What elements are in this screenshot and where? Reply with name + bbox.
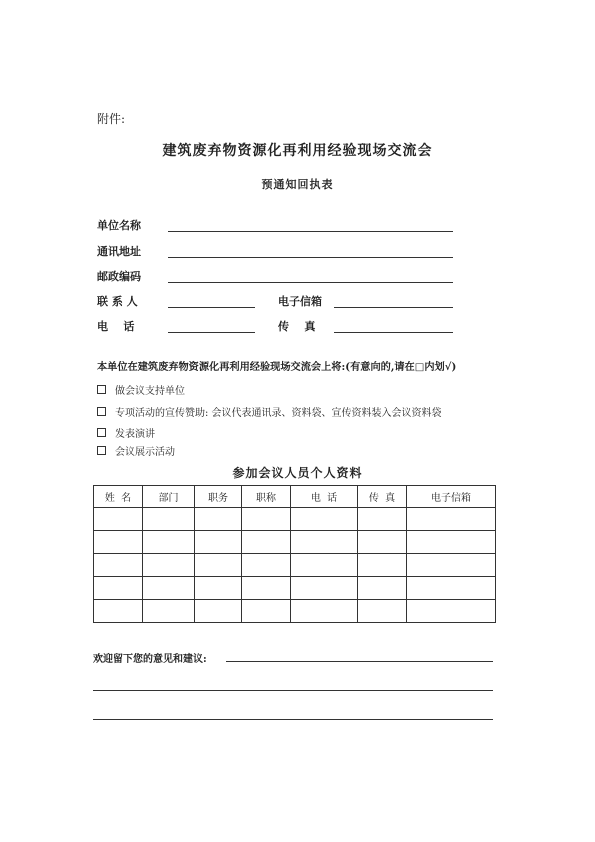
table-row (94, 577, 496, 600)
table-row (94, 600, 496, 623)
table-header-row (94, 486, 496, 508)
table-cell[interactable] (291, 554, 358, 577)
table-cell[interactable] (242, 531, 291, 554)
comments-label: 欢迎留下您的意见和建议: (93, 654, 207, 665)
document-subtitle: 预通知回执表 (261, 178, 334, 191)
table-cell[interactable] (195, 577, 242, 600)
table-cell[interactable] (407, 600, 496, 623)
table-cell[interactable] (407, 508, 496, 531)
table-cell[interactable] (94, 531, 143, 554)
comments-line-1[interactable] (226, 661, 493, 662)
table-cell[interactable] (291, 577, 358, 600)
table-cell[interactable] (358, 600, 407, 623)
checkbox[interactable] (97, 428, 106, 437)
header-phone: 电 话 (291, 486, 358, 508)
option-exhibition[interactable] (97, 443, 175, 458)
header-email: 电子信箱 (407, 486, 496, 508)
unit-name-label: 单位名称 (97, 219, 141, 232)
table-cell[interactable] (195, 508, 242, 531)
phone-label: 电 话 (97, 320, 135, 333)
postcode-field[interactable] (168, 282, 453, 283)
checkbox[interactable] (97, 385, 106, 394)
intent-statement: 本单位在建筑废弃物资源化再利用经验现场交流会上将:(有意向的,请在□内划√) (97, 361, 457, 373)
option-label: 专项活动的宣传赞助: 会议代表通讯录、资料袋、宣传资料装入会议资料袋 (115, 408, 442, 419)
table-cell[interactable] (291, 600, 358, 623)
table-cell[interactable] (195, 554, 242, 577)
phone-field[interactable] (168, 332, 255, 333)
header-department: 部门 (143, 486, 195, 508)
table-cell[interactable] (94, 577, 143, 600)
document-title: 建筑废弃物资源化再利用经验现场交流会 (162, 143, 433, 159)
table-cell[interactable] (143, 554, 195, 577)
table-cell[interactable] (242, 554, 291, 577)
table-cell[interactable] (195, 531, 242, 554)
address-field[interactable] (168, 257, 453, 258)
email-label: 电子信箱 (278, 295, 322, 308)
table-row (94, 554, 496, 577)
comments-line-2[interactable] (93, 690, 493, 691)
table-cell[interactable] (143, 508, 195, 531)
fax-label: 传 真 (278, 320, 316, 333)
postcode-label: 邮政编码 (97, 270, 141, 283)
table-cell[interactable] (291, 531, 358, 554)
checkbox[interactable] (97, 407, 106, 416)
participants-table (93, 485, 496, 623)
table-cell[interactable] (242, 508, 291, 531)
table-cell[interactable] (407, 531, 496, 554)
option-label: 发表演讲 (115, 429, 155, 440)
header-fax: 传 真 (358, 486, 407, 508)
option-speech[interactable] (97, 425, 155, 440)
email-field[interactable] (334, 307, 453, 308)
table-row (94, 531, 496, 554)
table-cell[interactable] (195, 600, 242, 623)
table-cell[interactable] (143, 600, 195, 623)
table-title: 参加会议人员个人资料 (232, 466, 363, 480)
table-cell[interactable] (143, 531, 195, 554)
address-label: 通讯地址 (97, 245, 141, 258)
option-label: 会议展示活动 (115, 447, 175, 458)
table-cell[interactable] (358, 554, 407, 577)
header-position: 职务 (195, 486, 242, 508)
attachment-label: 附件: (97, 112, 126, 126)
table-cell[interactable] (94, 508, 143, 531)
comments-line-3[interactable] (93, 719, 493, 720)
table-cell[interactable] (143, 577, 195, 600)
table-cell[interactable] (358, 577, 407, 600)
checkbox[interactable] (97, 446, 106, 455)
table-cell[interactable] (407, 554, 496, 577)
header-name: 姓 名 (94, 486, 143, 508)
table-cell[interactable] (358, 531, 407, 554)
option-sponsorship[interactable] (97, 404, 442, 419)
unit-name-field[interactable] (168, 231, 453, 232)
table-cell[interactable] (94, 600, 143, 623)
table-cell[interactable] (94, 554, 143, 577)
table-cell[interactable] (291, 508, 358, 531)
table-cell[interactable] (358, 508, 407, 531)
header-title: 职称 (242, 486, 291, 508)
table-cell[interactable] (242, 577, 291, 600)
option-label: 做会议支持单位 (115, 386, 185, 397)
fax-field[interactable] (334, 332, 453, 333)
contact-label: 联 系 人 (97, 295, 138, 308)
table-cell[interactable] (407, 577, 496, 600)
contact-field[interactable] (168, 307, 255, 308)
option-support-unit[interactable] (97, 382, 185, 397)
table-row (94, 508, 496, 531)
table-cell[interactable] (242, 600, 291, 623)
